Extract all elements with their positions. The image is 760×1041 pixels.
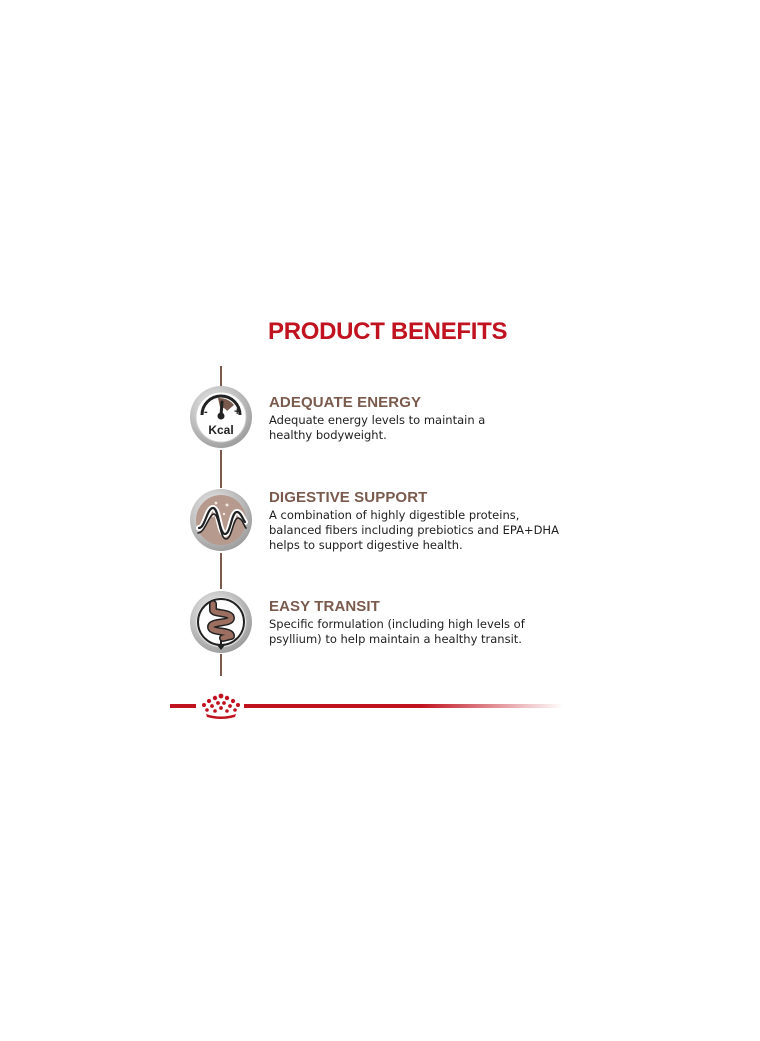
timeline-line (220, 366, 222, 386)
benefit-title: EASY TRANSIT (269, 598, 380, 615)
timeline-line (220, 553, 222, 589)
benefit-title: DIGESTIVE SUPPORT (269, 489, 428, 506)
benefit-item (269, 394, 589, 443)
benefit-item (269, 489, 589, 553)
benefit-description: Specific formulation (including high levels of psyllium) to help maintain a healthy transit. (269, 617, 525, 646)
svg-text:+: + (234, 406, 241, 418)
energy-gauge-icon (189, 385, 253, 449)
timeline-line (220, 450, 222, 488)
digestive-villi-icon (189, 488, 253, 552)
svg-text:Kcal: Kcal (208, 423, 234, 437)
intestine-transit-icon (189, 590, 253, 654)
page-title: PRODUCT BENEFITS (268, 318, 508, 345)
royal-crown-logo (196, 692, 246, 720)
timeline-line (220, 654, 222, 676)
benefit-item (269, 598, 589, 647)
benefit-title: ADEQUATE ENERGY (269, 394, 422, 411)
benefit-description: Adequate energy levels to maintain a healthy bodyweight. (269, 413, 486, 442)
svg-text:-: - (204, 406, 208, 418)
footer-divider-left (170, 704, 196, 708)
footer-divider-right (244, 704, 564, 708)
benefit-description: A combination of highly digestible proteins, balanced fibers including prebiotics and EPA+DHA helps to support digestive health. (269, 508, 559, 552)
